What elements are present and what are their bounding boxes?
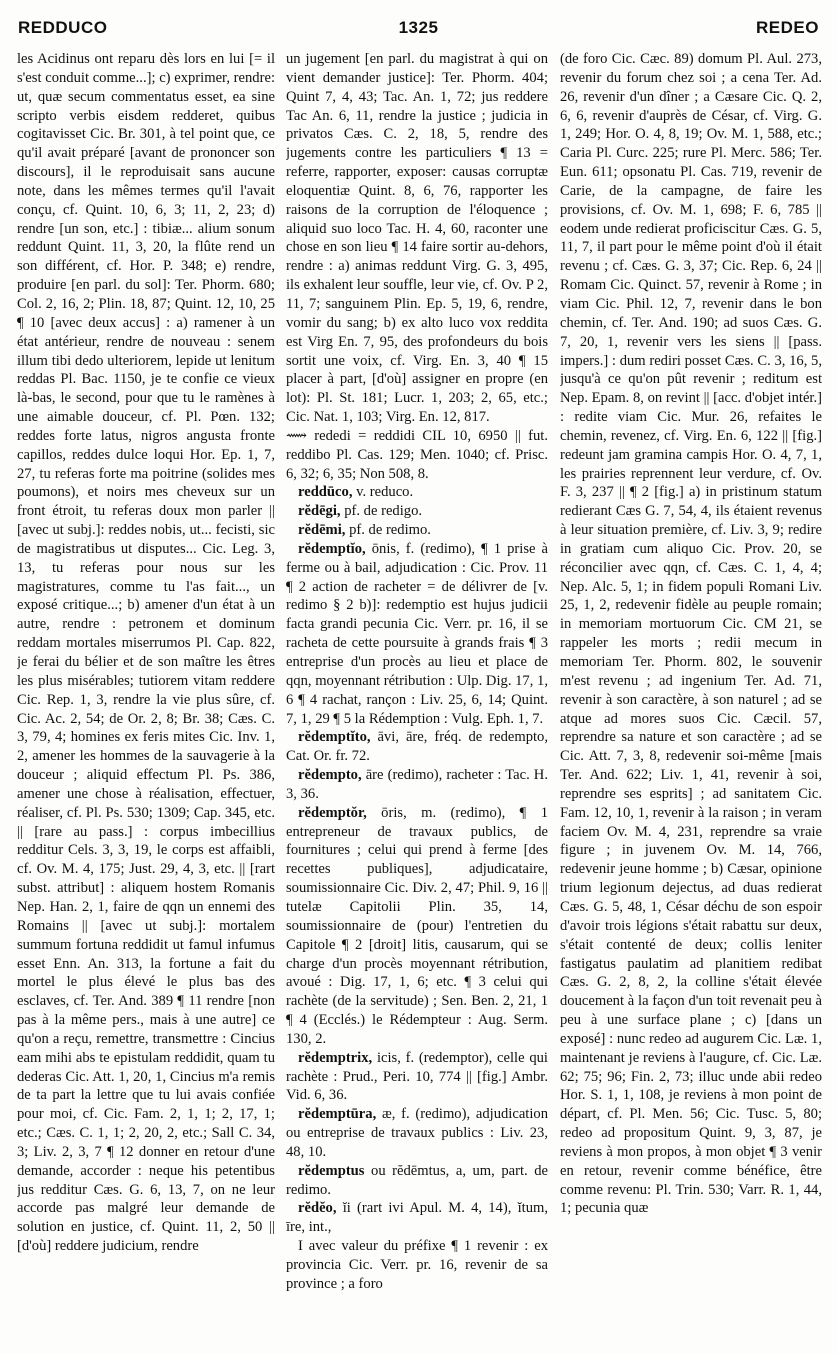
definition: ōris, m. (redimo), ¶ 1 entrepreneur de travaux publics, de fournitures ; celui qui prend à ferme [des recettes publiques], adjudicataire, soumissionnaire Cic. Div. 2, 47; Phil. 9, 16 || tutelæ Capitolii Plin. 35, 14, soumissionnaire de (pour) l'entretien du Capitole ¶ 2 [droit] litis, causarum, qui se charge d'un procès moyennant rétribution, avoué : Dig. 17, 1, 6; etc. ¶ 3 celui qui rachète (de la servitude) ; Sen. Ben. 2, 21, 1 ¶ 4 (Ecclés.) le Rédempteur : Aug. Serm. 130, 2. <box>286 804 548 1047</box>
definition: v. reduco. <box>352 484 414 501</box>
definition: icis, f. (redemptor), celle qui rachète : Prud., Peri. 10, 774 || [fig.] Ambr. Vid. 6, 36. <box>286 1049 548 1104</box>
entry-redemptura <box>286 1105 548 1162</box>
column-3 <box>560 50 822 1346</box>
headword: rĕdemptĭto, <box>298 729 371 746</box>
entry-redempto <box>286 766 548 804</box>
entry-redduco <box>286 483 548 502</box>
headword: rĕdemptrix, <box>298 1049 373 1066</box>
definition: āvi, āre, fréq. de redempto, Cat. Or. fr. 72. <box>286 729 548 765</box>
entry-note: ⟿ rededi = reddidi CIL 10, 6950 || fut. reddibo Pl. Cas. 129; Men. 1040; cf. Prisc. 6, 32; 6, 35; Non 508, 8. <box>286 427 548 482</box>
definition: āre (redimo), racheter : Tac. H. 3, 36. <box>286 767 548 802</box>
entry-continuation: un jugement [en parl. du magistrat à qui on vient demander justice]: Ter. Phorm. 404; Quint 7, 4, 43; Tac. An. 1, 72; jus reddere Tac An. 6, 11, rendre la justice ; judicia in privatos Cæs. C. 2, 18, 5, rendre des jugements contre les particuliers ¶ 13 = referre, rapporter, exposer: causas corruptæ eloquentiæ Quint. 8, 6, 76, rapporter les raisons de la corruption de l'éloquence ; aliquid suo loco Tac. H. 4, 60, raconter une chose en son lieu ¶ 14 faire sortir au-dehors, rendre : a) animas reddunt Virg. G. 3, 495, ils exhalent leur souffle, leur vie, cf. Ov. P 2, 11, 7; sanguinem Plin. Ep. 5, 19, 6, rendre, vomir du sang; b) ex alto luco vox reddita est Virg En. 7, 95, des profondeurs du bois sortit une voix, cf. Virg. En. 3, 40 ¶ 15 placer à part, [d'où] assigner en propre (en lot): Pl. St. 181; Lucr. 1, 203; 2, 65, etc.; Cic. Nat. 1, 103; Virg. En. 12, 817. <box>286 51 548 426</box>
entry-redemi <box>286 521 548 540</box>
column-1 <box>17 50 275 1346</box>
headword: reddūco, <box>298 484 353 501</box>
entry-redemptus <box>286 1162 548 1200</box>
headword: rĕdemptus <box>298 1162 365 1179</box>
entry-redemptor <box>286 804 548 1049</box>
entry-redemptio <box>286 540 548 728</box>
column-3-text: (de foro Cic. Cæc. 89) domum Pl. Aul. 273, revenir du forum chez soi ; a cena Ter. Ad. 26, revenir d'un dîner ; a Cæsare Cic. Q. 2, 6, 6, revenir d'auprès de César, cf. Virg. G. 1, 249; Hor. O. 4, 8, 19; Ov. M. 1, 588, etc.; Caria Pl. Curc. 225; rure Pl. Merc. 586; Ter. Eun. 611; opsonatu Pl. Cas. 719, revenir de Carie, de la campagne, de faire les provisions, cf. Ov. M. 1, 698; F. 6, 785 || eodem unde redierat proficiscitur Cæs. G. 5, 11, 7, il part pour le même point d'où il était revenu ; cf. Cæs. G. 3, 37; Cic. Rep. 6, 24 || Romam Cic. Quinct. 57, revenir à Rome ; in viam Cic. Phil. 12, 7, revenir dans le bon chemin, cf. Ter. And. 190; ad suos Cæs. G. 7, 20, 1, revenir vers les siens || [pass. impers.] : dum rediri posset Cæs. C. 3, 16, 5, jusqu'à ce qu'on pût revenir ; reditum est Nep. Epam. 8, on revint || [acc. d'objet intér.] : redite viam Cic. Mur. 26, refaites le chemin, revenez, cf. Virg. En. 6, 122 || [fig.] redeunt jam gramina campis Hor. O. 4, 7, 1, les prairies reprennent leur verdure, cf. Ov. F. 3, 237 || ¶ 2 [fig.] a) in pristinum statum redierant Cæs G. 7, 54, 4, ils étaient revenus à leur situation première, cf. Liv. 3, 9; redire in gratiam cum aliquo Cic. Prov. 20, se réconcilier avec qqn, cf. Cæs. C. 1, 4, 4; Nep. Alc. 5, 1; in fidem populi Romani Liv. 25, 1, 2, redevenir fidèle au peuple romain; in memoriam mortuorum Cic. CM 21, se rappeler les morts ; redii mecum in memoriam Ter. Phorm. 802, le souvenir m'est revenu ; ad ingenium Ter. Ad. 71, revenir à son caractère, à son naturel ; ad se atque ad mores suos Cic. Cæcil. 57, reprendre sa nature et son caractère ; ad se Cic. Att. 7, 3, 8, redevenir soi-même [mais Ter. And. 622; Liv. 1, 41, revenir à soi, reprendre ses esprits] ; ad sanitatem Cic. Fam. 12, 10, 1, revenir à la raison ; in veram faciem Ov. M. 4, 231, reprendre sa vraie figure ; in juvenem Ov. M. 14, 766, redevenir jeune homme ; b) Cæsar, opinione trium legionum dejectus, ad duas redierat Cæs. G. 5, 48, 1, César déchu de son espoir d'avoir trois légions s'était rabattu sur deux, s'était contenté de deux; collis leniter fastigatus paulatim ad planitiem redibat Cæs. G. 2, 8, 2, la colline s'était élevée doucement à la façon d'un toit revenait peu à peu à une surface plane ; c) [dans un exposé] : nunc redeo ad augurem Cic. Læ. 1, maintenant je reviens à l'augure, cf. Cic. Læ. 62; 75; 96; Fin. 2, 73; illuc unde abii redeo Hor. S. 1, 1, 108, je reviens à mon point de départ, cf. Pl. Men. 56; Cic. Tusc. 5, 80; redeo ad propositum Quint. 9, 3, 87, je reviens à mon propos, à mon objet ¶ 3 venir en retour, revenir comme bénéfice, être comme revenu: Pl. Trin. 530; Varr. R. 1, 44, 1; pecunia quæ <box>560 51 822 1217</box>
column-1-text: les Acidinus ont reparu dès lors en lui [= il s'est conduit comme...]; c) exprimer, rendre: ut, quæ secum commentatus esset, ea sine scripto verbis eisdem redderet, quibus cogitavisset Cic. Br. 301, à tel point que, ce qu'il avait préparé [avant de prononcer son discours], il le reproduisait sans aucune note, dans les mêmes termes qu'il l'avait conçu, cf. Quint. 10, 6, 3; 11, 2, 23; d) rendre [un son, etc.] : tibiæ... alium sonum reddunt Quint. 11, 3, 20, la flûte rend un son différent, cf. Hor. P. 348; e) rendre, produire [en parl. du sol]: Ter. Phorm. 680; Col. 2, 16, 2; Plin. 18, 87; Quint. 12, 10, 25 ¶ 10 [avec deux accus] : a) ramener à un état antérieur, rendre de nouveau : senem illum tibi dedo ulteriorem, lepide ut lenitum reddas Pl. Bac. 1150, je te confie ce vieux là-bas, le second, pour que tu le ramènes à une aimable douceur, cf. Pl. Pœn. 132; reddes forte latus, nigros angusta fronte capillos, reddes dulce loqui Hor. Ep. 1, 7, 27, tu referas forte ma poitrine (solides mes poumons), et noirs mes cheveux sur un front étroit, tu referas doux mon parler || [avec ut subj.]: reddes nobis, ut... fecisti, sic de magistratibus ut disputes... Cic. Leg. 3, 13, tu referas pour nous sur les magistratures, comme tu l'as fait..., un exposé critique...; b) amener d'un état à un autre, rendre : petronem et dominum reddam mortales miserrumos Pl. Cap. 822, je ferai du bélier et de son maître les êtres les plus misérables; tutiorem vitam reddere Cic. Rep. 1, 3, rendre la vie plus sûre, cf. Cic. Ac. 2, 54; de Or. 2, 8; Br. 38; Cæs. C. 3, 79, 4; homines ex feris mites Cic. Inv. 1, 2, amener les hommes de la sauvagerie à la douceur ; aliquid effectum Pl. Ps. 386, amener une chose à réalisation, effectuer, réaliser, cf. Pl. Ps. 530; 1309; Cap. 345, etc. || [rare au pass.] : corpus imbecillius redditur Cels. 3, 3, 19, le corps est affaibli, cf. Ov. M. 4, 175; Just. 29, 4, 3, etc. || [rart subst. attribut] : aliquem hostem Romanis Nep. Han. 2, 1, faire de qqn un ennemi des Romains || [avec ut subj.]: mortalem summum fortuna reddidit ut famul infumus esset Enn. An. 313, la fortune a fait du mortel le plus élevé le plus bas des esclaves, cf. Ter. And. 389 ¶ 11 rendre [non pas à la même pers., mais à une autre] ce qu'on a reçu, remettre, transmettre : Cincius eam mihi abs te epistulam reddidit, quam tu dederas Cic. Att. 1, 20, 1, Cincius m'a remis de ta part la lettre que tu lui avais confiée pour moi, cf. Cic. Fam. 2, 1, 1; 2, 17, 1; etc.; Cæs. C. 1, 1; 2, 20, 2, etc.; Sall C. 34, 3; Liv. 2, 3, 7 ¶ 12 donner en retour d'une demande, accorder : neque his petentibus jus redditur Cæs. G. 6, 13, 7, on ne leur accorde pas malgré leur demande de solution en justice, cf. Quint. 11, 2, 50 || [d'où] reddere judicium, rendre <box>17 51 275 1255</box>
headword: rĕdēgi, <box>298 503 341 520</box>
definition: ōnis, f. (redimo), ¶ 1 prise à ferme ou à bail, adjudication : Cic. Prov. 11 ¶ 2 action de racheter = de délivrer de [v. redimo § 2 b)]: redemptio est hujus judicii facta grandi pecunia Cic. Verr. pr. 16, il se racheta de cette poursuite à grands frais ¶ 3 entreprise d'un procès au lieu et place de qqn, moyennant rétribution : Ulp. Dig. 17, 1, 6 ¶ 4 rachat, rançon : Liv. 25, 6, 14; Quint. 7, 1, 29 ¶ 5 la Rédemption : Vulg. Eph. 1, 7. <box>286 540 548 727</box>
column-2 <box>286 50 548 1346</box>
headword: rĕdēmi, <box>298 522 346 539</box>
running-head-left: REDDUCO <box>18 18 108 37</box>
definition: æ, f. (redimo), adjudication ou entreprise de travaux publics : Liv. 23, 48, 10. <box>286 1106 548 1160</box>
entry-redeo <box>286 1199 548 1237</box>
headword: rĕdĕo, <box>298 1200 337 1217</box>
headword: rĕdemptĭo, <box>298 540 366 557</box>
headword: rĕdemptūra, <box>298 1106 377 1123</box>
headword: rĕdemptŏr, <box>298 804 367 821</box>
page-number: 1325 <box>398 18 439 37</box>
definition: pf. de redigo. <box>340 503 423 520</box>
entry-redemptito <box>286 728 548 766</box>
entry-redemptrix <box>286 1049 548 1106</box>
definition: ĭi (rart ivi Apul. M. 4, 14), ĭtum, īre, int., <box>286 1200 548 1236</box>
headword: rĕdempto, <box>298 767 362 784</box>
running-head-right: REDEO <box>756 18 819 37</box>
definition: pf. de redimo. <box>345 522 431 539</box>
entry-redegi <box>286 502 548 521</box>
definition: ou rĕdēmtus, a, um, part. de redimo. <box>286 1162 548 1198</box>
entry-redeo-sense-1: I avec valeur du préfixe ¶ 1 revenir : ex provincia Cic. Verr. pr. 16, revenir de sa province ; a foro <box>286 1238 548 1292</box>
page-header <box>0 18 837 42</box>
